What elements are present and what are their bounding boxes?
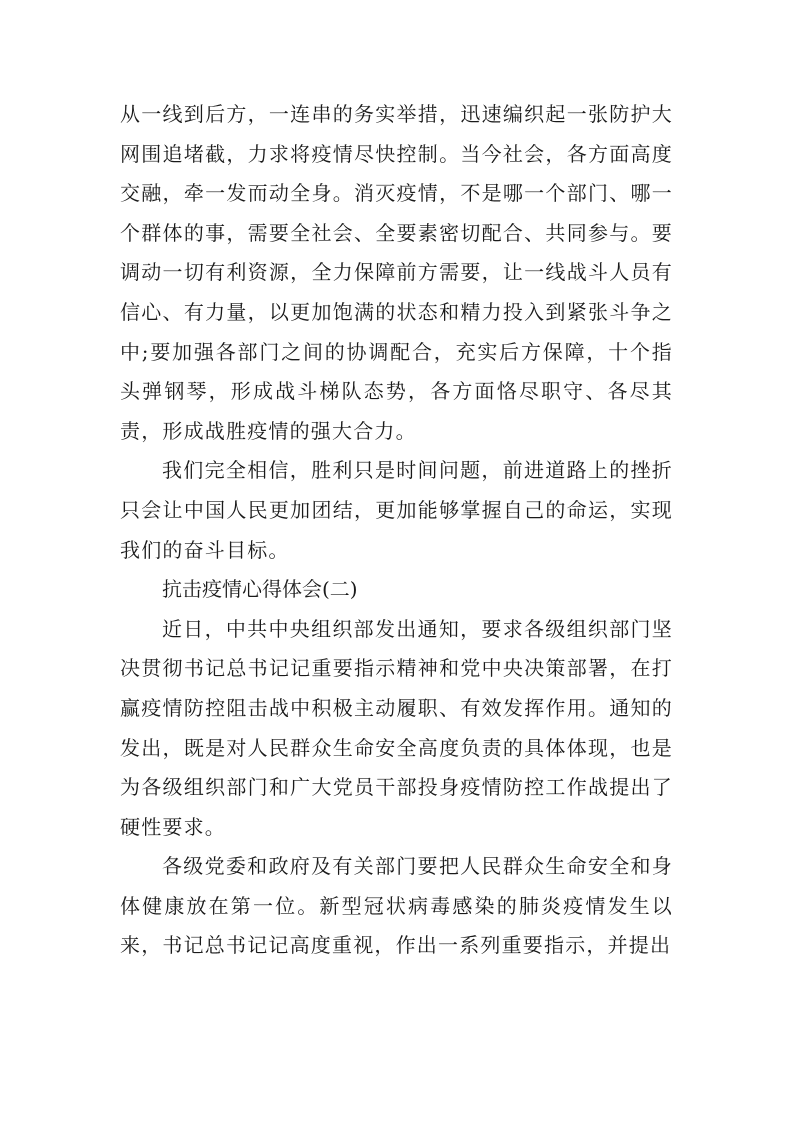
body-paragraph: 近日，中共中央组织部发出通知，要求各级组织部门坚决贯彻书记总书记记重要指示精神和党中央决策部署，在打赢疫情防控阻击战中积极主动履职、有效发挥作用。通知的发出，既是对人民群众生命安全高度负责的具体体现，也是为各级组织部门和广大党员干部投身疫情防控工作战提出了硬性要求。 bbox=[120, 616, 673, 839]
body-paragraph: 各级党委和政府及有关部门要把人民群众生命安全和身体健康放在第一位。新型冠状病毒感染的肺炎疫情发生以来，书记总书记记高度重视，作出一系列重要指示，并提出 bbox=[120, 854, 673, 958]
document-page bbox=[120, 95, 673, 966]
body-paragraph: 从一线到后方，一连串的务实举措，迅速编织起一张防护大网围追堵截，力求将疫情尽快控制。当今社会，各方面高度交融，牵一发而动全身。消灭疫情，不是哪一个部门、哪一个群体的事，需要全社会、全要素密切配合、共同参与。要调动一切有利资源，全力保障前方需要，让一线战斗人员有信心、有力量，以更加饱满的状态和精力投入到紧张斗争之中;要加强各部门之间的协调配合，充实后方保障，十个指头弹钢琴，形成战斗梯队态势，各方面恪尽职守、各尽其责，形成战胜疫情的强大合力。 bbox=[120, 102, 673, 443]
body-paragraph: 我们完全相信，胜利只是时间问题，前进道路上的挫折只会让中国人民更加团结，更加能够掌握自己的命运，实现我们的奋斗目标。 bbox=[120, 458, 673, 562]
section-heading: 抗击疫情心得体会(二) bbox=[162, 577, 358, 602]
